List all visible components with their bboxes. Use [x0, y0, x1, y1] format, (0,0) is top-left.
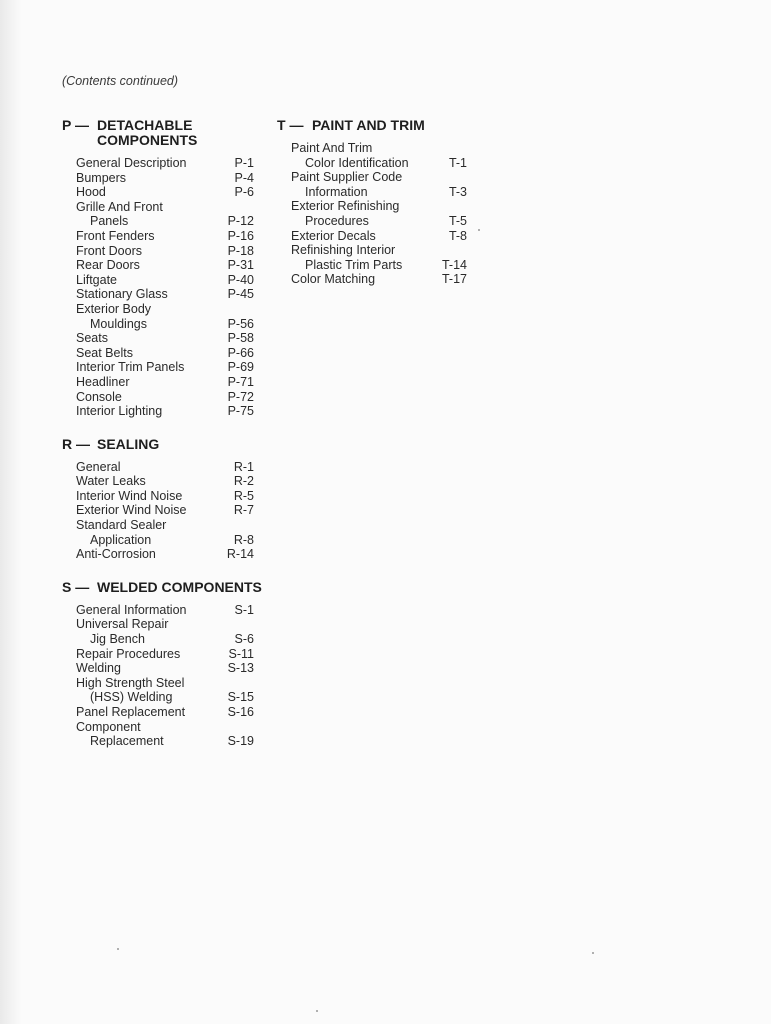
- entry-title-line: Procedures: [305, 213, 369, 228]
- toc-entry: [291, 229, 467, 244]
- entry-title-line: Headliner: [76, 374, 130, 389]
- entry-title-line: Exterior Refinishing: [291, 199, 400, 214]
- entry-page-number: S-1: [234, 602, 254, 617]
- entry-title: [76, 647, 226, 662]
- toc-entry: [76, 720, 254, 749]
- toc-entry: [76, 404, 254, 419]
- entry-title: [76, 676, 226, 705]
- entry-title-line: Mouldings: [90, 316, 147, 331]
- toc-entry: [76, 547, 254, 562]
- entry-title-line: Interior Trim Panels: [76, 360, 185, 375]
- entry-title-line: Hood: [76, 185, 106, 200]
- entry-title-line: General Description: [76, 156, 187, 170]
- entry-title-line: General: [76, 459, 121, 474]
- entry-page-number: S-13: [227, 661, 254, 676]
- entry-page-number: P-72: [227, 389, 254, 404]
- entry-title-line: Liftgate: [76, 272, 118, 287]
- entry-page-number: T-1: [448, 155, 467, 170]
- entry-title-line: Repair Procedures: [76, 646, 181, 661]
- entry-title: [76, 518, 226, 547]
- entry-title-line: Rear Doors: [76, 258, 140, 273]
- section-heading: [62, 118, 262, 148]
- entry-title: [291, 170, 441, 199]
- section-letter: T —: [277, 117, 304, 133]
- entry-title-line: Paint Supplier Code: [291, 170, 403, 185]
- entry-title-line: High Strength Steel: [76, 675, 185, 690]
- scan-binding-edge: [0, 0, 22, 1024]
- entry-title: [76, 460, 226, 475]
- toc-entry: [76, 360, 254, 375]
- entry-title: [76, 331, 226, 346]
- entry-title: [76, 705, 226, 720]
- entry-title-line: General Information: [76, 602, 187, 617]
- toc-entry: [76, 603, 254, 618]
- section-sealing: [62, 437, 262, 562]
- entry-title-line: Bumpers: [76, 170, 127, 185]
- entry-page-number: P-45: [227, 287, 254, 302]
- entry-page-number: P-4: [234, 170, 254, 185]
- toc-entry: [76, 489, 254, 504]
- entry-title-line: Front Fenders: [76, 228, 155, 243]
- entry-list: [76, 603, 262, 749]
- entry-page-number: P-58: [227, 331, 254, 346]
- toc-entry: [76, 302, 254, 331]
- entry-page-number: R-5: [233, 488, 254, 503]
- toc-entry: [76, 705, 254, 720]
- entry-title-line: Paint And Trim: [291, 141, 373, 155]
- entry-page-number: R-14: [226, 547, 254, 562]
- entry-title-line: Refinishing Interior: [291, 243, 396, 258]
- toc-entry: [76, 171, 254, 186]
- entry-title-line: Console: [76, 389, 122, 404]
- entry-title-line: Application: [90, 532, 152, 547]
- entry-page-number: T-8: [448, 228, 467, 243]
- section-heading: [62, 437, 262, 452]
- entry-title-line: Grille And Front: [76, 199, 163, 214]
- scan-speck: [117, 948, 119, 950]
- entry-title: [291, 272, 441, 287]
- entry-title: [76, 302, 226, 331]
- entry-page-number: S-11: [228, 646, 254, 661]
- entry-title-line: Exterior Body: [76, 301, 152, 316]
- section-heading: [277, 118, 477, 133]
- toc-entry: [291, 243, 467, 272]
- entry-page-number: T-17: [441, 272, 467, 287]
- toc-entry: [76, 185, 254, 200]
- entry-page-number: P-6: [234, 185, 254, 200]
- entry-title-line: Information: [305, 184, 368, 199]
- toc-entry: [76, 346, 254, 361]
- entry-title-line: Jig Bench: [90, 632, 145, 647]
- entry-title: [76, 547, 226, 562]
- entry-title: [76, 390, 226, 405]
- toc-entry: [76, 390, 254, 405]
- entry-title: [76, 603, 226, 618]
- entry-title: [76, 200, 226, 229]
- entry-page-number: P-31: [227, 258, 254, 273]
- toc-entry: [76, 287, 254, 302]
- entry-title: [76, 346, 226, 361]
- entry-page-number: P-69: [227, 360, 254, 375]
- toc-entry: [291, 170, 467, 199]
- entry-title: [76, 171, 226, 186]
- toc-entry: [76, 375, 254, 390]
- entry-title: [76, 375, 226, 390]
- contents-continued-note: (Contents continued): [62, 74, 179, 88]
- entry-title-line: Seats: [76, 331, 108, 346]
- scan-speck: [592, 952, 594, 954]
- entry-page-number: P-56: [227, 316, 254, 331]
- entry-page-number: P-40: [227, 272, 254, 287]
- toc-entry: [76, 460, 254, 475]
- entry-title: [76, 661, 226, 676]
- entry-title: [76, 489, 226, 504]
- entry-title: [76, 474, 226, 489]
- entry-title-line: Seat Belts: [76, 345, 133, 360]
- entry-title: [76, 273, 226, 288]
- section-title: DETACHABLE COMPONENTS: [97, 117, 198, 148]
- entry-title: [291, 141, 441, 170]
- toc-column-right: [277, 118, 477, 305]
- entry-page-number: R-1: [233, 459, 254, 474]
- entry-page-number: S-15: [227, 690, 254, 705]
- entry-page-number: T-5: [448, 213, 467, 228]
- entry-title-line: Color Matching: [291, 272, 376, 287]
- toc-entry: [76, 474, 254, 489]
- entry-title: [76, 404, 226, 419]
- scan-speck: [478, 229, 480, 231]
- toc-entry: [291, 272, 467, 287]
- section-title: WELDED COMPONENTS: [97, 578, 262, 595]
- entry-title-line: Anti-Corrosion: [76, 547, 156, 562]
- toc-entry: [76, 331, 254, 346]
- entry-title-line: Welding: [76, 661, 121, 676]
- toc-entry: [291, 199, 467, 228]
- entry-list: [76, 460, 262, 562]
- entry-title-line: Interior Lighting: [76, 404, 163, 419]
- entry-title: [76, 287, 226, 302]
- entry-title: [76, 617, 226, 646]
- entry-title-line: Stationary Glass: [76, 287, 168, 302]
- entry-title-line: Plastic Trim Parts: [305, 257, 403, 272]
- toc-entry: [76, 503, 254, 518]
- entry-page-number: P-16: [227, 228, 254, 243]
- entry-page-number: T-14: [441, 257, 467, 272]
- entry-title-line: Front Doors: [76, 243, 142, 258]
- entry-title: [76, 156, 226, 171]
- toc-entry: [76, 244, 254, 259]
- toc-entry: [76, 200, 254, 229]
- entry-page-number: P-12: [227, 214, 254, 229]
- entry-page-number: P-66: [227, 345, 254, 360]
- entry-title: [76, 244, 226, 259]
- section-paint-and-trim: [277, 118, 477, 287]
- toc-entry: [76, 518, 254, 547]
- entry-title: [76, 360, 226, 375]
- entry-title-line: Exterior Decals: [291, 228, 376, 243]
- entry-title-line: Universal Repair: [76, 617, 169, 632]
- toc-entry: [76, 676, 254, 705]
- entry-title: [291, 229, 441, 244]
- entry-page-number: R-8: [233, 532, 254, 547]
- entry-title-line: Replacement: [90, 734, 164, 749]
- entry-title-line: Panel Replacement: [76, 705, 186, 719]
- section-heading: [62, 580, 262, 595]
- entry-title-line: Color Identification: [305, 155, 409, 170]
- section-letter: R —: [62, 435, 90, 452]
- section-letter: S —: [62, 578, 90, 595]
- entry-page-number: P-71: [227, 374, 254, 389]
- entry-title-line: Panels: [90, 214, 129, 229]
- toc-entry: [76, 617, 254, 646]
- toc-column-left: [62, 118, 262, 767]
- entry-page-number: P-1: [234, 156, 254, 170]
- section-detachable-components: [62, 118, 262, 419]
- entry-title: [76, 720, 226, 749]
- entry-page-number: S-16: [227, 705, 254, 719]
- section-title: SEALING: [97, 435, 160, 452]
- entry-page-number: P-75: [227, 404, 254, 419]
- entry-title: [291, 199, 441, 228]
- section-welded-components: [62, 580, 262, 749]
- toc-entry: [76, 273, 254, 288]
- entry-title: [76, 503, 226, 518]
- toc-entry: [76, 258, 254, 273]
- section-letter: P —: [62, 117, 89, 133]
- toc-entry: [76, 156, 254, 171]
- entry-title-line: (HSS) Welding: [90, 690, 173, 705]
- toc-entry: [76, 229, 254, 244]
- entry-title: [291, 243, 441, 272]
- entry-page-number: S-6: [234, 632, 254, 647]
- entry-title: [76, 185, 226, 200]
- entry-title: [76, 229, 226, 244]
- entry-title-line: Interior Wind Noise: [76, 488, 183, 503]
- entry-title-line: Water Leaks: [76, 474, 146, 489]
- toc-entry: [76, 647, 254, 662]
- scan-speck: [316, 1010, 318, 1012]
- entry-title-line: Exterior Wind Noise: [76, 503, 187, 518]
- toc-entry: [76, 661, 254, 676]
- entry-page-number: S-19: [227, 734, 254, 749]
- entry-title-line: Component: [76, 719, 141, 734]
- entry-page-number: R-7: [233, 503, 254, 518]
- entry-page-number: P-18: [227, 243, 254, 258]
- section-title: PAINT AND TRIM: [312, 117, 425, 133]
- entry-title: [76, 258, 226, 273]
- toc-entry: [291, 141, 467, 170]
- entry-page-number: R-2: [233, 474, 254, 489]
- entry-list: [76, 156, 262, 419]
- entry-page-number: T-3: [448, 184, 467, 199]
- entry-list: [291, 141, 477, 287]
- entry-title-line: Standard Sealer: [76, 518, 167, 533]
